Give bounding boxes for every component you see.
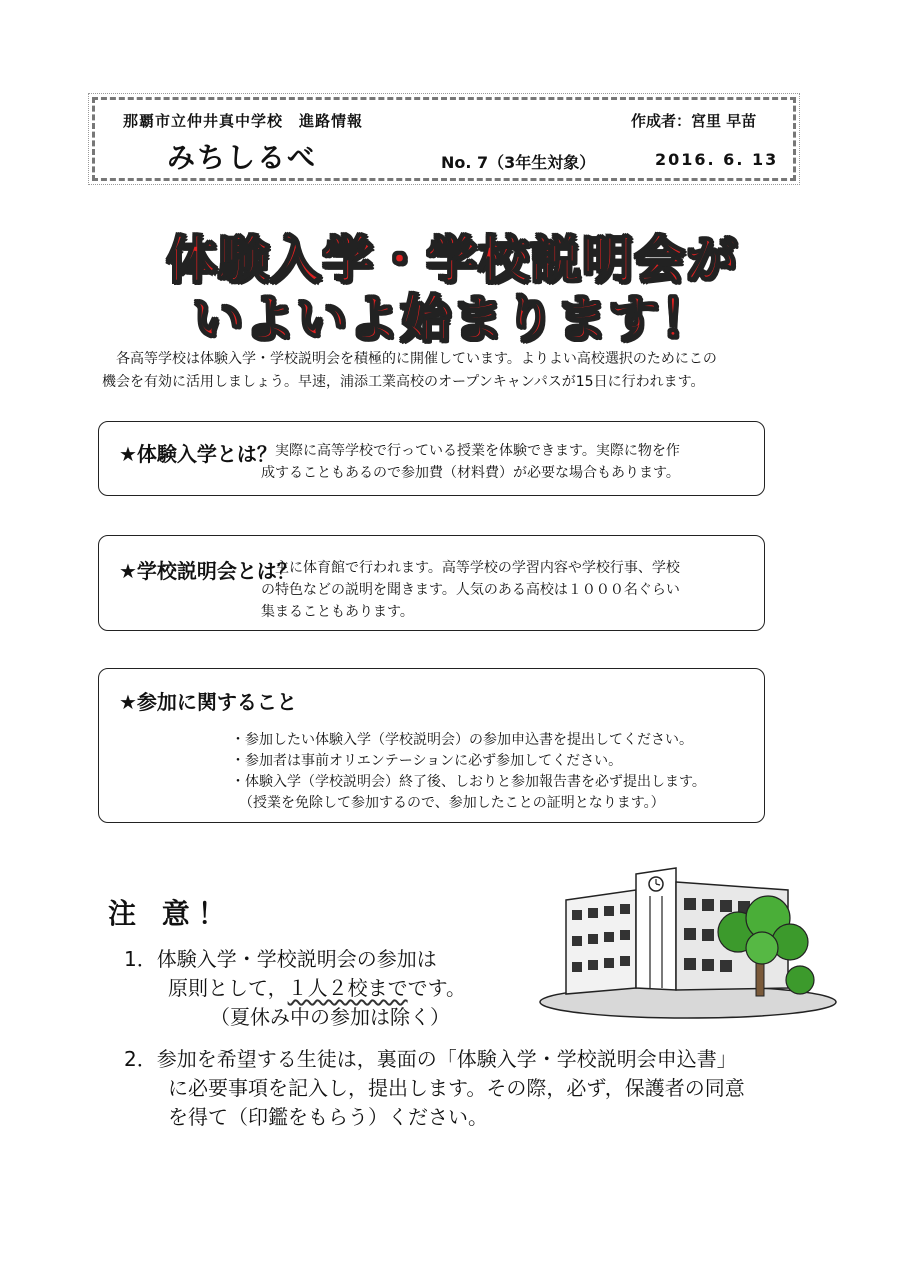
headline-line-1: 体験入学・学校説明会が bbox=[166, 231, 739, 289]
caution-title: 注 意！ bbox=[108, 897, 234, 930]
box-sanka-ni-kansuru-koto bbox=[98, 668, 765, 823]
box-title: ★学校説明会とは？ bbox=[119, 559, 297, 583]
caution-text: です。 bbox=[407, 976, 467, 1000]
box-title: ★体験入学とは？ bbox=[119, 442, 277, 466]
issue-date: 2016. 6. 13 bbox=[655, 150, 779, 169]
intro-paragraph bbox=[102, 348, 802, 394]
caution-line: 2．参加を希望する生徒は，裏面の「体験入学・学校説明会申込書」 bbox=[124, 1047, 737, 1071]
headline-line-2: いよいよ始まります！ bbox=[192, 290, 713, 348]
list-item-note: （授業を免除して参加するので、参加したことの証明となります。） bbox=[239, 795, 665, 811]
list-item: ・体験入学（学校説明会）終了後、しおりと参加報告書を必ず提出します。 bbox=[231, 774, 706, 790]
intro-line-2: 機会を有効に活用しましょう。早速，浦添工業高校のオープンキャンパスが15日に行われます。 bbox=[102, 374, 705, 390]
caution-line: （夏休み中の参加は除く） bbox=[210, 1005, 450, 1029]
school-building-illustration bbox=[538, 860, 838, 1020]
school-name: 那覇市立仲井真中学校 進路情報 bbox=[123, 112, 364, 130]
box-line: 実際に高等学校で行っている授業を体験できます。実際に物を作 bbox=[275, 443, 680, 459]
list-item: ・参加したい体験入学（学校説明会）の参加申込書を提出してください。 bbox=[231, 732, 693, 748]
caution-text: 原則として， bbox=[168, 976, 288, 1000]
caution-line: に必要事項を記入し，提出します。その際，必ず，保護者の同意 bbox=[168, 1076, 745, 1100]
highlighted-limit: １人２校まで bbox=[287, 976, 408, 1000]
box-line: の特色などの説明を聞きます。人気のある高校は１０００名ぐらい bbox=[261, 582, 680, 598]
box-taiken-nyugaku bbox=[98, 421, 765, 496]
box-text bbox=[261, 557, 751, 623]
caution-item-1 bbox=[124, 945, 544, 1032]
box-line: 集まることもあります。 bbox=[261, 604, 414, 620]
list-item: ・参加者は事前オリエンテーションに必ず参加してください。 bbox=[231, 753, 623, 769]
box-line: 成することもあるので参加費（材料費）が必要な場合もあります。 bbox=[261, 465, 680, 481]
caution-line bbox=[124, 974, 544, 1003]
caution-line: を得て（印鑑をもらう）ください。 bbox=[168, 1105, 488, 1129]
intro-line-1: 各高等学校は体験入学・学校説明会を積極的に開催しています。よりよい高校選択のためにこの bbox=[116, 351, 717, 367]
clock-icon bbox=[649, 877, 663, 891]
author: 作成者：宮里 早苗 bbox=[631, 112, 757, 130]
caution-item-2 bbox=[124, 1045, 844, 1132]
box-list bbox=[231, 730, 771, 814]
box-text bbox=[261, 440, 751, 484]
newsletter-title: みちしるべ bbox=[167, 141, 318, 174]
box-title: ★参加に関すること bbox=[119, 690, 297, 714]
box-line: 主に体育館で行われます。高等学校の学習内容や学校行事、学校 bbox=[275, 560, 680, 576]
caution-line: 1．体験入学・学校説明会の参加は bbox=[124, 947, 437, 971]
box-gakko-setsumeikai bbox=[98, 535, 765, 631]
newsletter-header bbox=[92, 97, 796, 181]
issue-number: No. 7（3年生対象） bbox=[441, 153, 596, 172]
